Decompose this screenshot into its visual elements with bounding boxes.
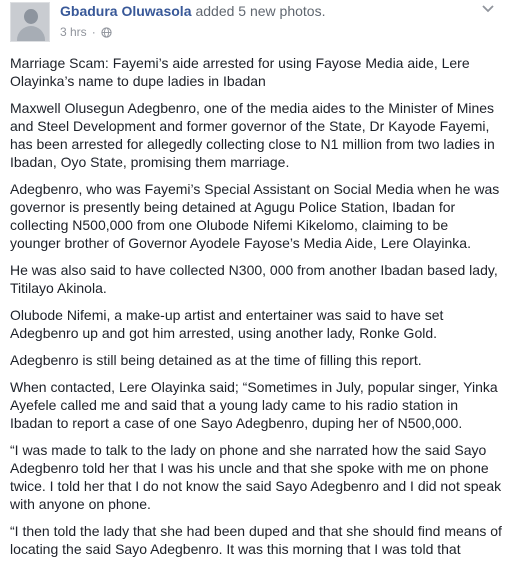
post-text <box>10 54 502 567</box>
avatar-shoulders-shape <box>17 26 45 42</box>
post-paragraph: Adegbenro, who was Fayemi’s Special Assistant on Social Media when he was governor is presently being detained at Agugu Police Station, Ibadan for collecting N500,000 from one Olubode Nifemi Kikelomo, claiming to be younger brother of Governor Ayodele Fayose’s Media Aide, Lere Olayinka. <box>10 181 500 251</box>
avatar-head-shape <box>24 9 38 24</box>
post-paragraph: “I was made to talk to the lady on phone and she narrated how the said Sayo Adegbenro told her that I was his uncle and that she spoke with me on phone twice. I told her that I do not know the said Sayo Adegbenro and I did not speak with anyone on phone. <box>10 442 502 512</box>
post-paragraph: Adegbenro is still being detained as at the time of filling this report. <box>10 352 422 368</box>
post-header <box>0 0 508 44</box>
post-paragraph: Olubode Nifemi, a make-up artist and entertainer was said to have set Adegbenro up and got him arrested, using another lady, Ronke Gold. <box>10 307 444 341</box>
post-paragraph: “I then told the lady that she had been duped and that she should find means of locating the said Sayo Adegbenro. It was this morning that I was told that <box>10 523 502 557</box>
post-meta <box>60 25 112 39</box>
author-name-link[interactable]: Gbadura Oluwasola <box>60 3 192 19</box>
post-paragraph: He was also said to have collected N300, 000 from another Ibadan based lady, Titilayo Akinola. <box>10 262 498 296</box>
globe-icon[interactable] <box>101 27 112 38</box>
post-paragraph: Maxwell Olusegun Adegbenro, one of the media aides to the Minister of Mines and Steel Development and former governor of the State, Dr Kayode Fayemi, has been arrested for allegedly collecting close to N1 million from two ladies in Ibadan, Oyo State, promising them marriage. <box>10 100 495 170</box>
post-paragraph: Marriage Scam: Fayemi’s aide arrested for using Fayose Media aide, Lere Olayinka’s name to dupe ladies in Ibadan <box>10 55 470 89</box>
profile-avatar[interactable] <box>10 2 50 42</box>
chevron-down-icon[interactable] <box>482 5 494 13</box>
post-author-line <box>60 3 325 19</box>
meta-separator: · <box>91 25 96 39</box>
post-paragraph: When contacted, Lere Olayinka said; “Sometimes in July, popular singer, Yinka Ayefele called me and said that a young lady came to his radio station in Ibadan to report a case of one Sayo Adegbenro, duping her of N500,000. <box>10 379 498 431</box>
post-timestamp[interactable]: 3 hrs <box>60 25 87 39</box>
post-action-text: added 5 new photos. <box>195 3 326 19</box>
